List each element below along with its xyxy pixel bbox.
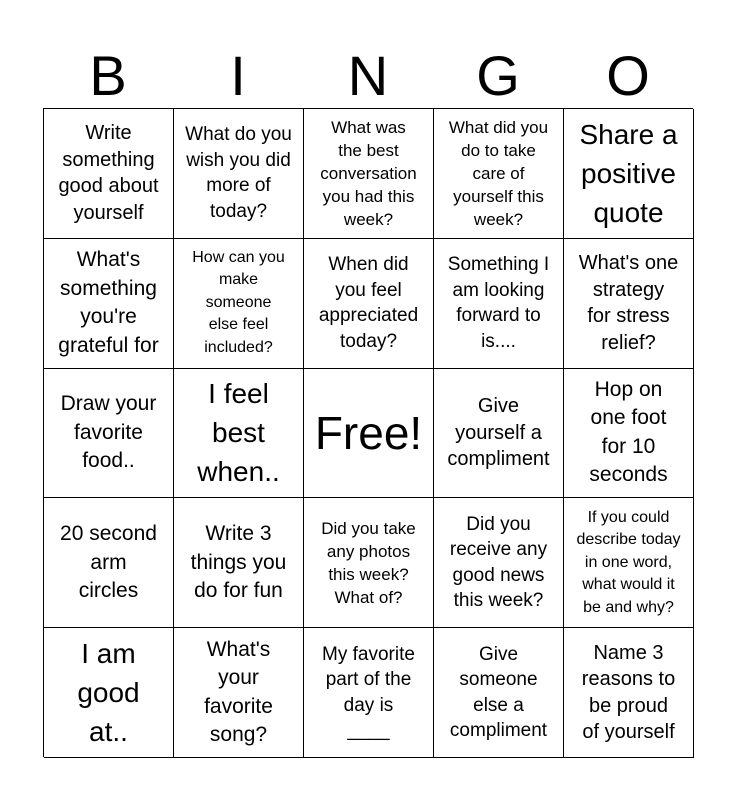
cell-text: Did you take any photos this week? What of? [321,518,416,607]
cell-text: How can you make someone else feel included? [192,248,285,356]
bingo-header [43,44,693,108]
bingo-cell-r2-c4 [434,239,564,369]
header-letter-b: B [89,44,127,107]
cell-text: My favorite part of the day is ____ [322,643,415,742]
cell-text: Write 3 things you do for fun [190,522,287,603]
bingo-cell-r4-c2 [174,498,304,628]
cell-text: What did you do to take care of yourself this week? [448,117,549,229]
bingo-cell-r3-c4 [434,369,564,499]
header-letter-g: G [476,44,520,107]
bingo-cell-r5-c5 [564,628,694,758]
cell-text: Name 3 reasons to be proud of yourself [581,641,676,744]
bingo-cell-r3-c2 [174,369,304,499]
cell-text: Share a positive quote [579,118,678,228]
bingo-cell-r5-c3 [304,628,434,758]
cell-text: Give yourself a compliment [447,395,550,471]
cell-text: What's one strategy for stress relief? [578,252,679,354]
bingo-cell-r5-c4 [434,628,564,758]
bingo-cell-r2-c5 [564,239,694,369]
cell-text: Write something good about yourself [58,122,159,224]
cell-text: I feel best when.. [197,378,280,488]
bingo-grid [43,108,693,757]
bingo-cell-r4-c1 [44,498,174,628]
free-space-text: Free! [314,406,423,459]
bingo-cell-r1-c2 [174,109,304,239]
bingo-cell-r1-c5 [564,109,694,239]
bingo-cell-r2-c1 [44,239,174,369]
cell-text: 20 second arm circles [60,522,157,603]
bingo-cell-r5-c1 [44,628,174,758]
cell-text: Did you receive any good news this week? [449,513,548,612]
cell-text: What do you wish you did more of today? [185,124,292,222]
header-letter-i: I [230,44,246,107]
cell-text: When did you feel appreciated today? [318,254,419,352]
bingo-cell-r4-c5 [564,498,694,628]
bingo-cell-r1-c1 [44,109,174,239]
bingo-cell-r2-c3 [304,239,434,369]
bingo-cell-r5-c2 [174,628,304,758]
bingo-cell-r1-c4 [434,109,564,239]
cell-text: Something I am looking forward to is.... [447,254,550,352]
header-letter-o: O [606,44,650,107]
bingo-cell-r3-c1 [44,369,174,499]
bingo-cell-r2-c2 [174,239,304,369]
bingo-cell-free [304,369,434,499]
header-letter-n: N [347,44,389,107]
cell-text: What's something you're grateful for [58,248,159,357]
cell-text: Give someone else a compliment [449,643,548,742]
bingo-cell-r3-c5 [564,369,694,499]
cell-text: If you could describe today in one word, what would it be and why? [576,508,681,616]
cell-text: What's your favorite song? [204,637,273,747]
cell-text: Hop on one foot for 10 seconds [589,377,668,487]
cell-text: Draw your favorite food.. [60,392,157,473]
cell-text: I am good at.. [77,638,140,748]
cell-text: What was the best conversation you had this week? [320,117,417,229]
bingo-cell-r4-c3 [304,498,434,628]
bingo-cell-r1-c3 [304,109,434,239]
bingo-cell-r4-c4 [434,498,564,628]
